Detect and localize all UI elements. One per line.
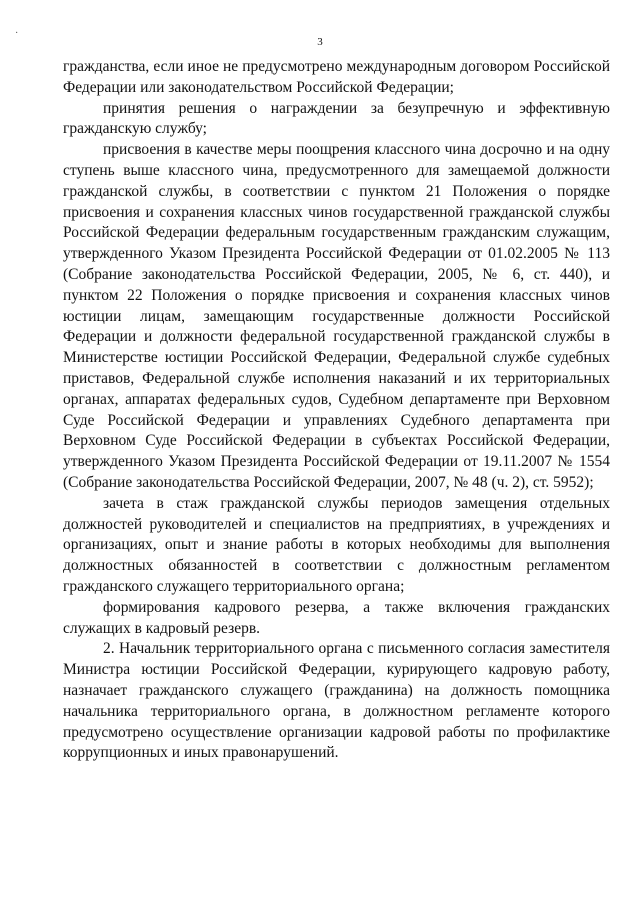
paragraph: формирования кадрового резерва, а также включения гражданских служащих в кадровый резерв. xyxy=(63,598,610,637)
paragraph: принятия решения о награждении за безупречную и эффективную гражданскую службу; xyxy=(63,99,610,138)
page-number: 3 xyxy=(317,36,323,48)
paragraph: 2. Начальник территориального органа с письменного согласия заместителя Министра юстиции Российской Федерации, курирующего кадровую работу, назначает гражданского служащего (гражданина) на должность помощника начальника территориального органа, в должностном регламенте которого предусмотрено осуществление организации кадровой работы по профилактике коррупционных и иных правонарушений. xyxy=(63,640,610,762)
paragraph: присвоения в качестве меры поощрения классного чина досрочно и на одну ступень выше классного чина, предусмотренного для замещаемой должности гражданской службы, в соответствии с пунктом 21 Положения о порядке присвоения и сохранения классных чинов государственной гражданской службы Российской Федерации федеральным государственным гражданским служащим, утвержденного Указом Президента Российской Федерации от 01.02.2005 № 113 (Собрание законодательства Российской Федерации, 2005, № 6, ст. 440), и пунктом 22 Положения о порядке присвоения и сохранения классных чинов юстиции лицам, замещающим государственные должности Российской Федерации и должности федеральной государственной гражданской службы в Министерстве юстиции Российской Федерации, Федеральной службе судебных приставов, Федеральной службе исполнения наказаний и их территориальных органах, аппаратах федеральных судов, Судебном департаменте при Верховном Суде Российской Федерации и управлениях Судебного департамента при Верховном Суде Российской Федерации в субъектах Российской Федерации, утвержденного Указом Президента Российской Федерации от 19.11.2007 № 1554 (Собрание законодательства Российской Федерации, 2007, № 48 (ч. 2), ст. 5952); xyxy=(63,141,610,491)
document-body xyxy=(63,57,610,764)
paragraph: гражданства, если иное не предусмотрено международным договором Российской Федерации или законодательством Российской Федерации; xyxy=(63,58,610,96)
scan-artifact-mark: · xyxy=(15,28,19,39)
paragraph: зачета в стаж гражданской службы периодов замещения отдельных должностей руководителей и специалистов на предприятиях, в учреждениях и организациях, опыт и знание работы в которых необходимы для выполнения должностных обязанностей в соответствии с должностным регламентом гражданского служащего территориального органа; xyxy=(63,494,610,595)
